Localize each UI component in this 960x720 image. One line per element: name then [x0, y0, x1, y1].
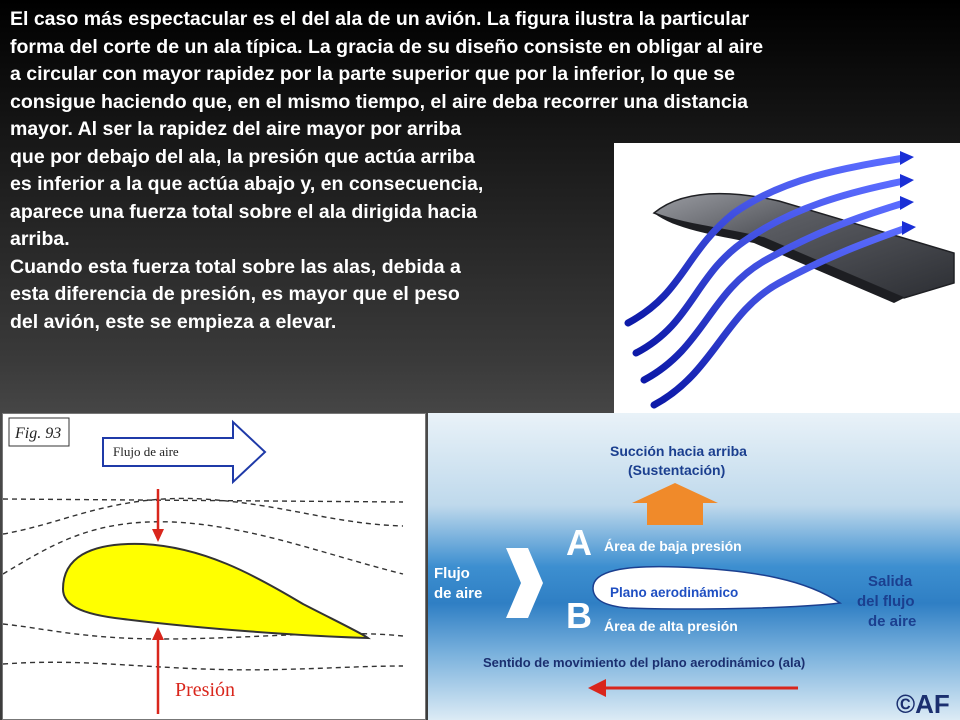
- point-b-label: B: [566, 595, 592, 636]
- low-pressure-label: Área de baja presión: [604, 538, 742, 554]
- wing-3d-graphic: [614, 143, 960, 413]
- exit-line1: Salida: [868, 573, 913, 590]
- arrowhead: [900, 151, 914, 165]
- text-line: es inferior a la que actúa abajo y, en consecuencia,: [10, 173, 484, 195]
- airfoil-shape: [63, 544, 368, 638]
- fig93-graphic: [3, 414, 425, 719]
- flow-label: Flujo de aire: [113, 444, 179, 459]
- streamline-arrowheads: [900, 151, 916, 235]
- top-arrowhead: [152, 529, 164, 542]
- copyright-label: ©AF: [896, 689, 950, 719]
- flow-in-line2: de aire: [434, 585, 483, 602]
- text-line: Cuando esta fuerza total sobre las alas, debida a: [10, 255, 461, 278]
- text-line: forma del corte de un ala típica. La gracia de su diseño consiste en obligar al aire: [10, 35, 764, 58]
- exit-line3: de aire: [868, 613, 917, 630]
- high-pressure-label: Área de alta presión: [604, 618, 738, 634]
- text-line: aparece una fuerza total sobre el ala dirigida hacia: [10, 200, 478, 223]
- airfoil-diagram-graphic: [428, 413, 960, 720]
- fig-label: Fig. 93: [15, 425, 62, 442]
- flow-line: [3, 499, 403, 502]
- arrowhead: [900, 174, 914, 188]
- exit-line2: del flujo: [857, 593, 915, 610]
- arrowhead: [900, 196, 914, 210]
- lift-arrow: [632, 483, 718, 525]
- text-line: consigue haciendo que, en el mismo tiempo, el aire deba recorrer una distancia: [10, 90, 748, 113]
- suction-title: Succión hacia arriba: [610, 443, 747, 459]
- plane-label: Plano aerodinámico: [610, 585, 739, 600]
- text-line: que por debajo del ala, la presión que actúa arriba: [10, 145, 475, 168]
- arrowhead: [902, 221, 916, 235]
- text-line: mayor. Al ser la rapidez del aire mayor por arriba: [10, 118, 462, 140]
- flow-in-arrow: [506, 548, 543, 618]
- flow-in-line1: Flujo: [434, 565, 470, 582]
- text-line: El caso más espectacular es el del ala de un avión. La figura ilustra la particular: [10, 8, 750, 30]
- text-line: del avión, este se empieza a elevar.: [10, 310, 337, 333]
- text-line: esta diferencia de presión, es mayor que el peso: [10, 283, 460, 305]
- pressure-label: Presión: [175, 679, 235, 701]
- wing-3d-illustration: [614, 143, 960, 413]
- fig93-airfoil-diagram: [2, 413, 426, 720]
- suction-subtitle: (Sustentación): [628, 462, 726, 478]
- bottom-arrowhead: [152, 627, 164, 640]
- point-a-label: A: [566, 522, 592, 563]
- flow-line: [3, 498, 403, 534]
- flow-line: [3, 662, 403, 670]
- motion-caption: Sentido de movimiento del plano aerodinámico (ala): [483, 655, 806, 670]
- text-line: a circular con mayor rapidez por la parte superior que por la inferior, lo que se: [10, 63, 735, 85]
- motion-arrowhead: [588, 679, 606, 697]
- text-line: arriba.: [10, 228, 70, 250]
- airfoil-pressure-diagram: [428, 413, 960, 720]
